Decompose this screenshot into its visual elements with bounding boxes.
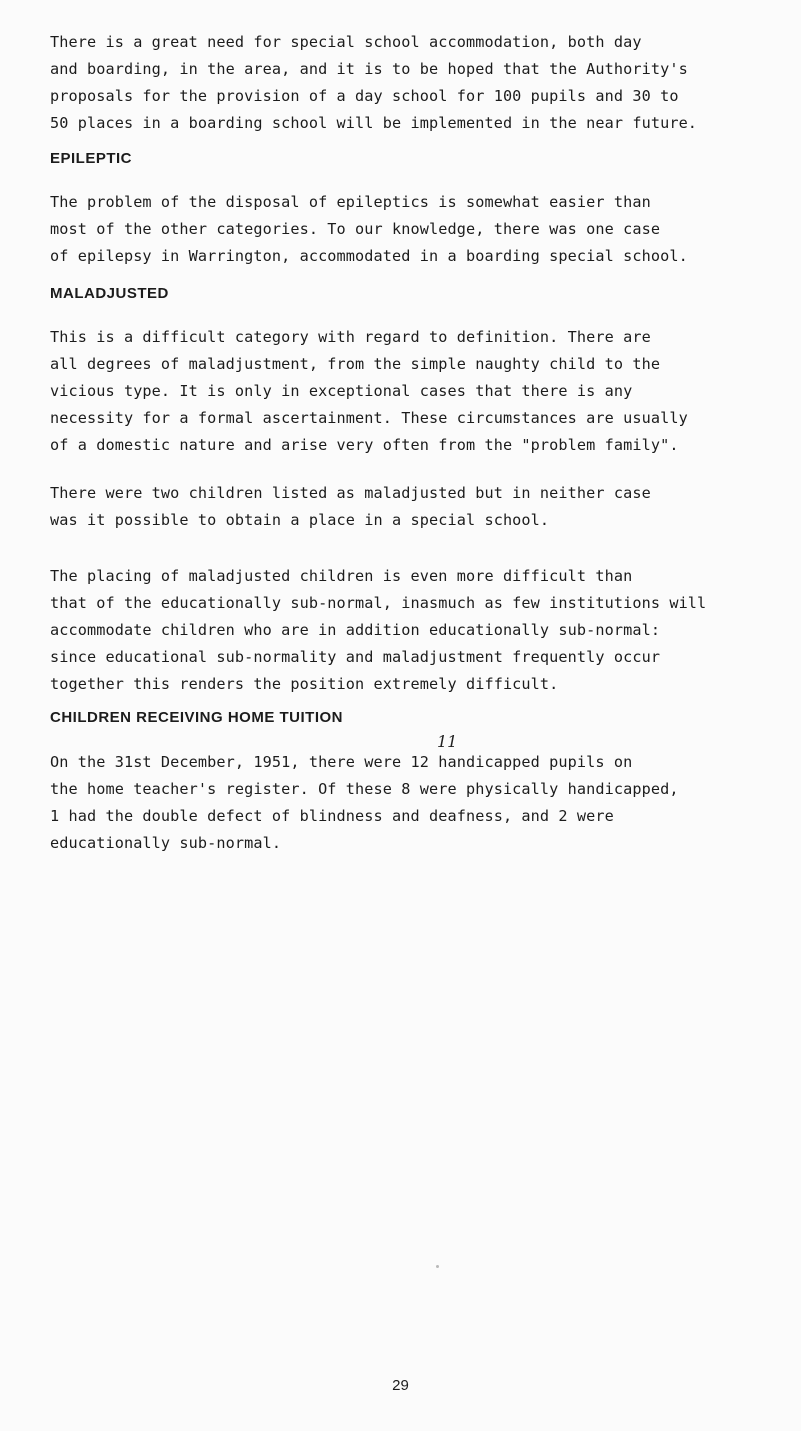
text-line: of epilepsy in Warrington, accommodated in a boarding special school. bbox=[50, 247, 688, 265]
text-line: On the 31st December, 1951, there were 12 handicapped pupils on bbox=[50, 753, 633, 771]
text-line: of a domestic nature and arise very often from the "problem family". bbox=[50, 436, 679, 454]
page-number: 29 bbox=[392, 1377, 409, 1394]
maladjusted-paragraph-3 bbox=[50, 563, 762, 698]
text-line: since educational sub-normality and maladjustment frequently occur bbox=[50, 648, 661, 666]
text-line: necessity for a formal ascertainment. These circumstances are usually bbox=[50, 409, 688, 427]
text-line: The problem of the disposal of epileptics is somewhat easier than bbox=[50, 193, 651, 211]
epileptic-paragraph bbox=[50, 189, 762, 270]
section-heading-maladjusted: MALADJUSTED bbox=[50, 285, 169, 302]
handwritten-correction: 11 bbox=[437, 732, 458, 751]
text-line: There were two children listed as maladjusted but in neither case bbox=[50, 484, 651, 502]
section-heading-home-tuition: CHILDREN RECEIVING HOME TUITION bbox=[50, 709, 344, 726]
text-line: The placing of maladjusted children is even more difficult than bbox=[50, 567, 633, 585]
text-line: proposals for the provision of a day school for 100 pupils and 30 to bbox=[50, 87, 679, 105]
section-heading-epileptic: EPILEPTIC bbox=[50, 150, 133, 167]
paper-speck bbox=[436, 1265, 439, 1268]
maladjusted-paragraph-1 bbox=[50, 324, 762, 459]
home-tuition-paragraph bbox=[50, 749, 762, 857]
text-line: and boarding, in the area, and it is to be hoped that the Authority's bbox=[50, 60, 688, 78]
text-line: together this renders the position extremely difficult. bbox=[50, 675, 559, 693]
text-line: the home teacher's register. Of these 8 were physically handicapped, bbox=[50, 780, 679, 798]
text-line: that of the educationally sub-normal, inasmuch as few institutions will bbox=[50, 594, 707, 612]
text-line: This is a difficult category with regard to definition. There are bbox=[50, 328, 651, 346]
text-line: accommodate children who are in addition educationally sub-normal: bbox=[50, 621, 661, 639]
text-line: educationally sub-normal. bbox=[50, 834, 282, 852]
text-line: vicious type. It is only in exceptional cases that there is any bbox=[50, 382, 633, 400]
text-line: 1 had the double defect of blindness and deafness, and 2 were bbox=[50, 807, 614, 825]
text-line: was it possible to obtain a place in a special school. bbox=[50, 511, 550, 529]
text-line: 50 places in a boarding school will be implemented in the near future. bbox=[50, 114, 698, 132]
text-line: There is a great need for special school accommodation, both day bbox=[50, 33, 642, 51]
text-line: all degrees of maladjustment, from the simple naughty child to the bbox=[50, 355, 661, 373]
intro-paragraph bbox=[50, 29, 762, 137]
text-line: most of the other categories. To our knowledge, there was one case bbox=[50, 220, 661, 238]
maladjusted-paragraph-2 bbox=[50, 480, 762, 534]
